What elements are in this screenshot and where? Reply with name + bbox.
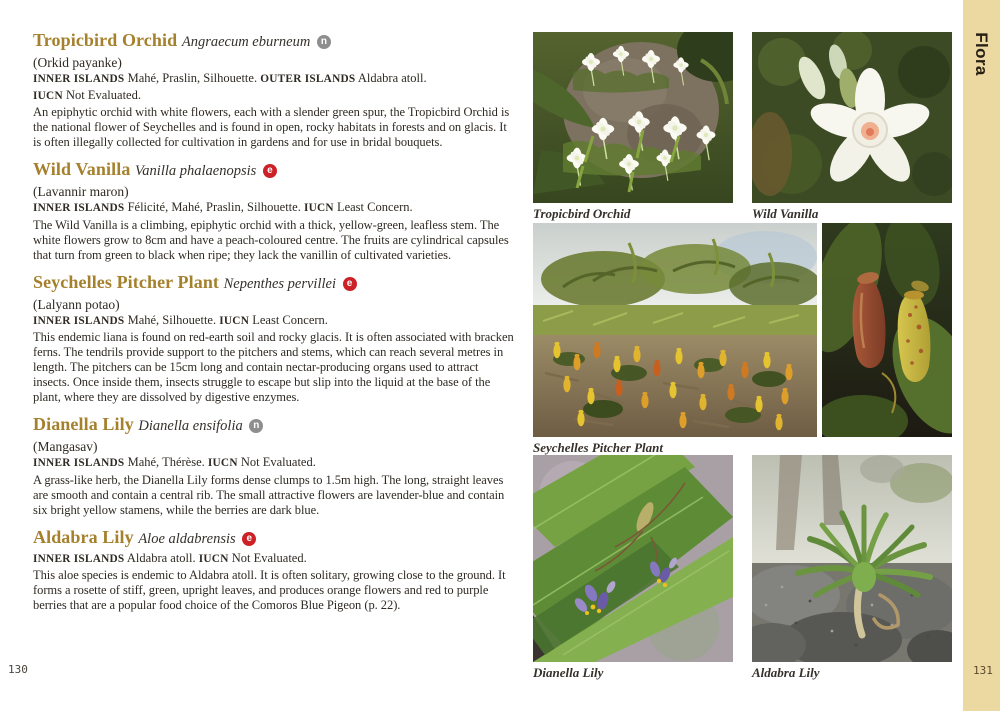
seychelles-pitcher-plant-photo xyxy=(533,223,817,437)
species-entry-aldabra-lily xyxy=(33,527,514,614)
status-badge: e xyxy=(343,277,357,291)
creole-name: (Lavannir maron) xyxy=(33,184,129,199)
species-description: An epiphytic orchid with white flowers, each with a slender green spur, the Tropicbird Orchid is the national flower of Seychelles and is found in open, rocky habitats in forests and on glacis. It is often illegally collected for cultivation in gardens and for use in bridal bouquets. xyxy=(33,105,510,149)
page-number-right: 131 xyxy=(973,664,993,677)
photo-caption: Dianella Lily xyxy=(533,665,604,680)
entry-heading xyxy=(33,272,514,295)
photo-caption: Aldabra Lily xyxy=(752,665,820,680)
status-badge: e xyxy=(242,532,256,546)
species-common-name: Dianella Lily xyxy=(33,414,134,434)
section-tab-label: Flora xyxy=(972,32,991,76)
entry-heading xyxy=(33,30,514,53)
species-common-name: Aldabra Lily xyxy=(33,526,134,547)
dianella-lily-photo xyxy=(533,455,733,662)
species-scientific-name: Nepenthes pervillei xyxy=(223,275,336,292)
left-page xyxy=(33,30,514,622)
distribution-line: INNER ISLANDS Félicité, Mahé, Praslin, Silhouette. IUCN Least Concern. xyxy=(33,200,413,214)
creole-name: (Orkid payanke) xyxy=(33,55,122,70)
status-badge: n xyxy=(317,35,331,49)
species-scientific-name: Angraecum eburneum xyxy=(181,34,311,50)
iucn-line: IUCN Not Evaluated. xyxy=(33,87,141,102)
distribution-line: INNER ISLANDS Mahé, Thérèse. IUCN Not Evaluated. xyxy=(33,455,316,469)
species-entry-tropicbird-orchid xyxy=(33,30,514,150)
entry-heading xyxy=(33,159,514,182)
species-entry-seychelles-pitcher-plant xyxy=(33,272,514,406)
status-badge: n xyxy=(249,419,263,433)
distribution-line: INNER ISLANDS Mahé, Praslin, Silhouette. OUTER ISLANDS Aldabra atoll. xyxy=(33,71,427,85)
tropicbird-orchid-illustration xyxy=(533,32,733,203)
distribution-line: INNER ISLANDS Mahé, Silhouette. IUCN Least Concern. xyxy=(33,312,328,327)
entry-heading xyxy=(33,414,514,437)
section-tab xyxy=(963,0,1000,711)
creole-name: (Mangasav) xyxy=(33,439,98,454)
species-scientific-name: Aloe aldabrensis xyxy=(138,530,236,547)
status-badge: e xyxy=(263,164,277,178)
entry-heading xyxy=(33,527,514,550)
creole-name: (Lalyann potao) xyxy=(33,296,120,312)
species-description: This aloe species is endemic to Aldabra atoll. It is often solitary, growing close to the ground. It forms a rosette of stiff, green, upright leaves, and produces orange flowers and red to purple berries that are a popular food choice of the Comoros Blue Pigeon (p. 22). xyxy=(33,568,506,612)
wild-vanilla-photo xyxy=(752,32,952,203)
aldabra-lily-photo xyxy=(752,455,952,662)
species-common-name: Tropicbird Orchid xyxy=(33,30,178,50)
species-description: A grass-like herb, the Dianella Lily forms dense clumps to 1.5m high. The long, straight leaves are smooth and contain a central rib. The small attractive flowers are lavender-blue and contain six bright yellow stamens, while the berries are dark blue. xyxy=(33,472,505,517)
aldabra-lily-illustration xyxy=(752,455,952,662)
pitcher-plant-closeup-photo xyxy=(822,223,952,437)
species-scientific-name: Dianella ensifolia xyxy=(138,418,243,434)
wild-vanilla-illustration xyxy=(752,32,952,203)
photo-caption: Seychelles Pitcher Plant xyxy=(533,440,663,455)
species-description: This endemic liana is found on red-earth soil and rocky glacis. It is often associated with bracken ferns. The tendrils provide support to the pitchers and stems, which can reach several metres in length. The pitchers can be 15cm long and contain nectar-producing organs used to attract insects. Once inside them, insects struggle to escape but slip into the liquid at the base of the plant, where they are dissolved by digestive enzymes. xyxy=(33,330,514,404)
distribution-line: INNER ISLANDS Aldabra atoll. IUCN Not Evaluated. xyxy=(33,550,307,565)
tropicbird-orchid-photo xyxy=(533,32,733,203)
species-entry-dianella-lily xyxy=(33,414,514,518)
dianella-lily-illustration xyxy=(533,455,733,662)
pitcher-plant-hillside-illustration xyxy=(533,223,817,437)
page-number-left: 130 xyxy=(8,663,28,676)
species-common-name: Seychelles Pitcher Plant xyxy=(33,271,220,292)
photo-caption: Tropicbird Orchid xyxy=(533,206,631,221)
species-description: The Wild Vanilla is a climbing, epiphytic orchid with a thick, yellow-green, leafless stem. The white flowers grow to 8cm and have a peach-coloured centre. The fruits are cylindrical capsules that turn from green to black when ripe; they lack the vanillin of cultivated varieties. xyxy=(33,217,509,262)
pitcher-plant-closeup-illustration xyxy=(822,223,952,437)
species-entry-wild-vanilla xyxy=(33,159,514,263)
species-common-name: Wild Vanilla xyxy=(33,159,131,179)
species-scientific-name: Vanilla phalaenopsis xyxy=(135,163,257,179)
photo-caption: Wild Vanilla xyxy=(752,206,819,221)
